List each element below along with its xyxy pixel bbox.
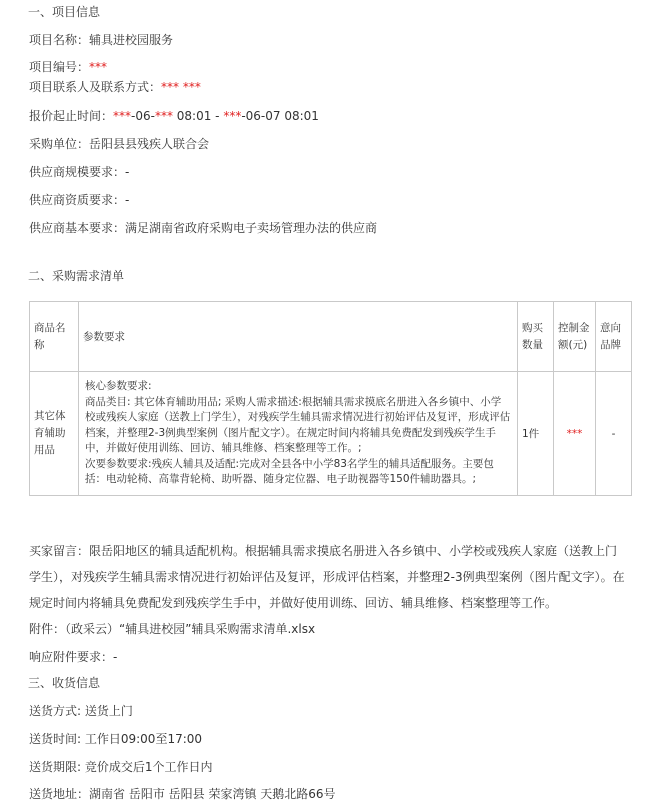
delivery-address-row bbox=[29, 786, 336, 802]
section-heading-delivery: 三、收货信息 bbox=[28, 676, 101, 690]
header-brand: 意向品牌 bbox=[596, 302, 632, 372]
delivery-time-label: 送货时间: bbox=[29, 732, 85, 746]
requirements-table bbox=[29, 301, 632, 496]
header-amount: 控制金额(元) bbox=[554, 302, 596, 372]
delivery-method-label: 送货方式: bbox=[29, 704, 85, 718]
header-product-name: 商品名称 bbox=[30, 302, 79, 372]
supplier-basic-value: 满足湖南省政府采购电子卖场管理办法的供应商 bbox=[125, 221, 378, 235]
buyer-message bbox=[29, 538, 629, 616]
cell-brand: - bbox=[596, 372, 632, 496]
delivery-address-value: 湖南省 岳阳市 岳阳县 荣家湾镇 天鹅北路66号 bbox=[89, 787, 336, 801]
response-attachment-row bbox=[29, 649, 117, 665]
params-secondary: 次要参数要求:残疾人辅具及适配:完成对全县各中小学83名学生的辅具适配服务。主要包括：电动轮椅、高靠背轮椅、助听器、随身定位器、电子助视器等150件辅助器具。; bbox=[85, 457, 494, 486]
contact-label: 项目联系人及联系方式： bbox=[29, 80, 162, 94]
contact-value: *** *** bbox=[161, 80, 201, 94]
cell-params bbox=[79, 372, 518, 496]
quote-time-row bbox=[29, 108, 319, 124]
cell-quantity: 1件 bbox=[518, 372, 554, 496]
delivery-period-row bbox=[29, 759, 213, 775]
supplier-scale-row bbox=[29, 164, 129, 180]
project-no-row bbox=[29, 59, 107, 75]
attachment-label: 附件： bbox=[29, 622, 66, 636]
table-row bbox=[30, 372, 632, 496]
supplier-scale-value: - bbox=[125, 165, 130, 179]
header-params: 参数要求 bbox=[79, 302, 518, 372]
quote-time-start-clock: 08:01 - bbox=[172, 109, 224, 123]
quote-time-end-year: *** bbox=[223, 109, 242, 123]
section-heading-project-info: 一、项目信息 bbox=[28, 5, 101, 19]
quote-time-start-year: *** bbox=[113, 109, 132, 123]
supplier-qualification-row bbox=[29, 192, 129, 208]
delivery-method-value: 送货上门 bbox=[84, 704, 133, 718]
cell-product-name: 其它体育辅助用品 bbox=[30, 372, 79, 496]
quote-time-start-day: *** bbox=[154, 109, 173, 123]
table-header-row bbox=[30, 302, 632, 372]
supplier-scale-label: 供应商规模要求： bbox=[29, 165, 126, 179]
buyer-value: 岳阳县县残疾人联合会 bbox=[89, 137, 210, 151]
supplier-qualification-label: 供应商资质要求： bbox=[29, 193, 126, 207]
project-no-value: *** bbox=[89, 60, 108, 74]
attachment-file-link[interactable]: （政采云）“辅具进校园”辅具采购需求清单.xlsx bbox=[65, 622, 316, 636]
delivery-period-label: 送货期限: bbox=[29, 760, 85, 774]
supplier-basic-label: 供应商基本要求： bbox=[29, 221, 126, 235]
quote-time-end-rest: -06-07 08:01 bbox=[241, 109, 319, 123]
params-core-detail: 商品类目: 其它体育辅助用品; 采购人需求描述:根据辅具需求摸底名册进入各乡镇中、小学校或残疾人家庭（送教上门学生），对残疾学生辅具需求情况进行初始评估及复评，形成评估档案，并整理2-3例典型案例（图片配文字）。在规定时间内将辅具免费配发到残疾学生手中，并做好使用训练、回访、辅具维修、档案整理等工作。; bbox=[85, 395, 511, 455]
project-name-value: 辅具进校园服务 bbox=[89, 33, 174, 47]
section-heading-requirements: 二、采购需求清单 bbox=[28, 269, 125, 283]
delivery-method-row bbox=[29, 703, 133, 719]
delivery-address-label: 送货地址： bbox=[29, 787, 90, 801]
params-core-title: 核心参数要求: bbox=[85, 379, 152, 392]
delivery-time-row bbox=[29, 731, 202, 747]
response-attachment-label: 响应附件要求： bbox=[29, 650, 114, 664]
contact-row bbox=[29, 79, 201, 95]
header-quantity: 购买数量 bbox=[518, 302, 554, 372]
supplier-basic-row bbox=[29, 220, 377, 236]
attachment-row bbox=[29, 621, 315, 637]
buyer-row bbox=[29, 136, 209, 152]
quote-time-label: 报价起止时间： bbox=[29, 109, 114, 123]
project-name-row bbox=[29, 32, 173, 48]
supplier-qualification-value: - bbox=[125, 193, 130, 207]
project-no-label: 项目编号： bbox=[29, 60, 90, 74]
delivery-period-value: 竞价成交后1个工作日内 bbox=[84, 760, 213, 774]
quote-time-start-month: -06- bbox=[131, 109, 155, 123]
response-attachment-value: - bbox=[113, 650, 118, 664]
buyer-message-text: 限岳阳地区的辅具适配机构。根据辅具需求摸底名册进入各乡镇中、小学校或残疾人家庭（送教上门学生），对残疾学生辅具需求情况进行初始评估及复评，形成评估档案，并整理2-3例典型案例（图片配文字）。在规定时间内将辅具免费配发到残疾学生手中，并做好使用训练、回访、辅具维修、档案整理等工作。 bbox=[29, 544, 625, 610]
project-name-label: 项目名称： bbox=[29, 33, 90, 47]
buyer-message-label: 买家留言： bbox=[29, 544, 90, 558]
cell-amount: *** bbox=[554, 372, 596, 496]
buyer-label: 采购单位： bbox=[29, 137, 90, 151]
delivery-time-value: 工作日09:00至17:00 bbox=[84, 732, 203, 746]
